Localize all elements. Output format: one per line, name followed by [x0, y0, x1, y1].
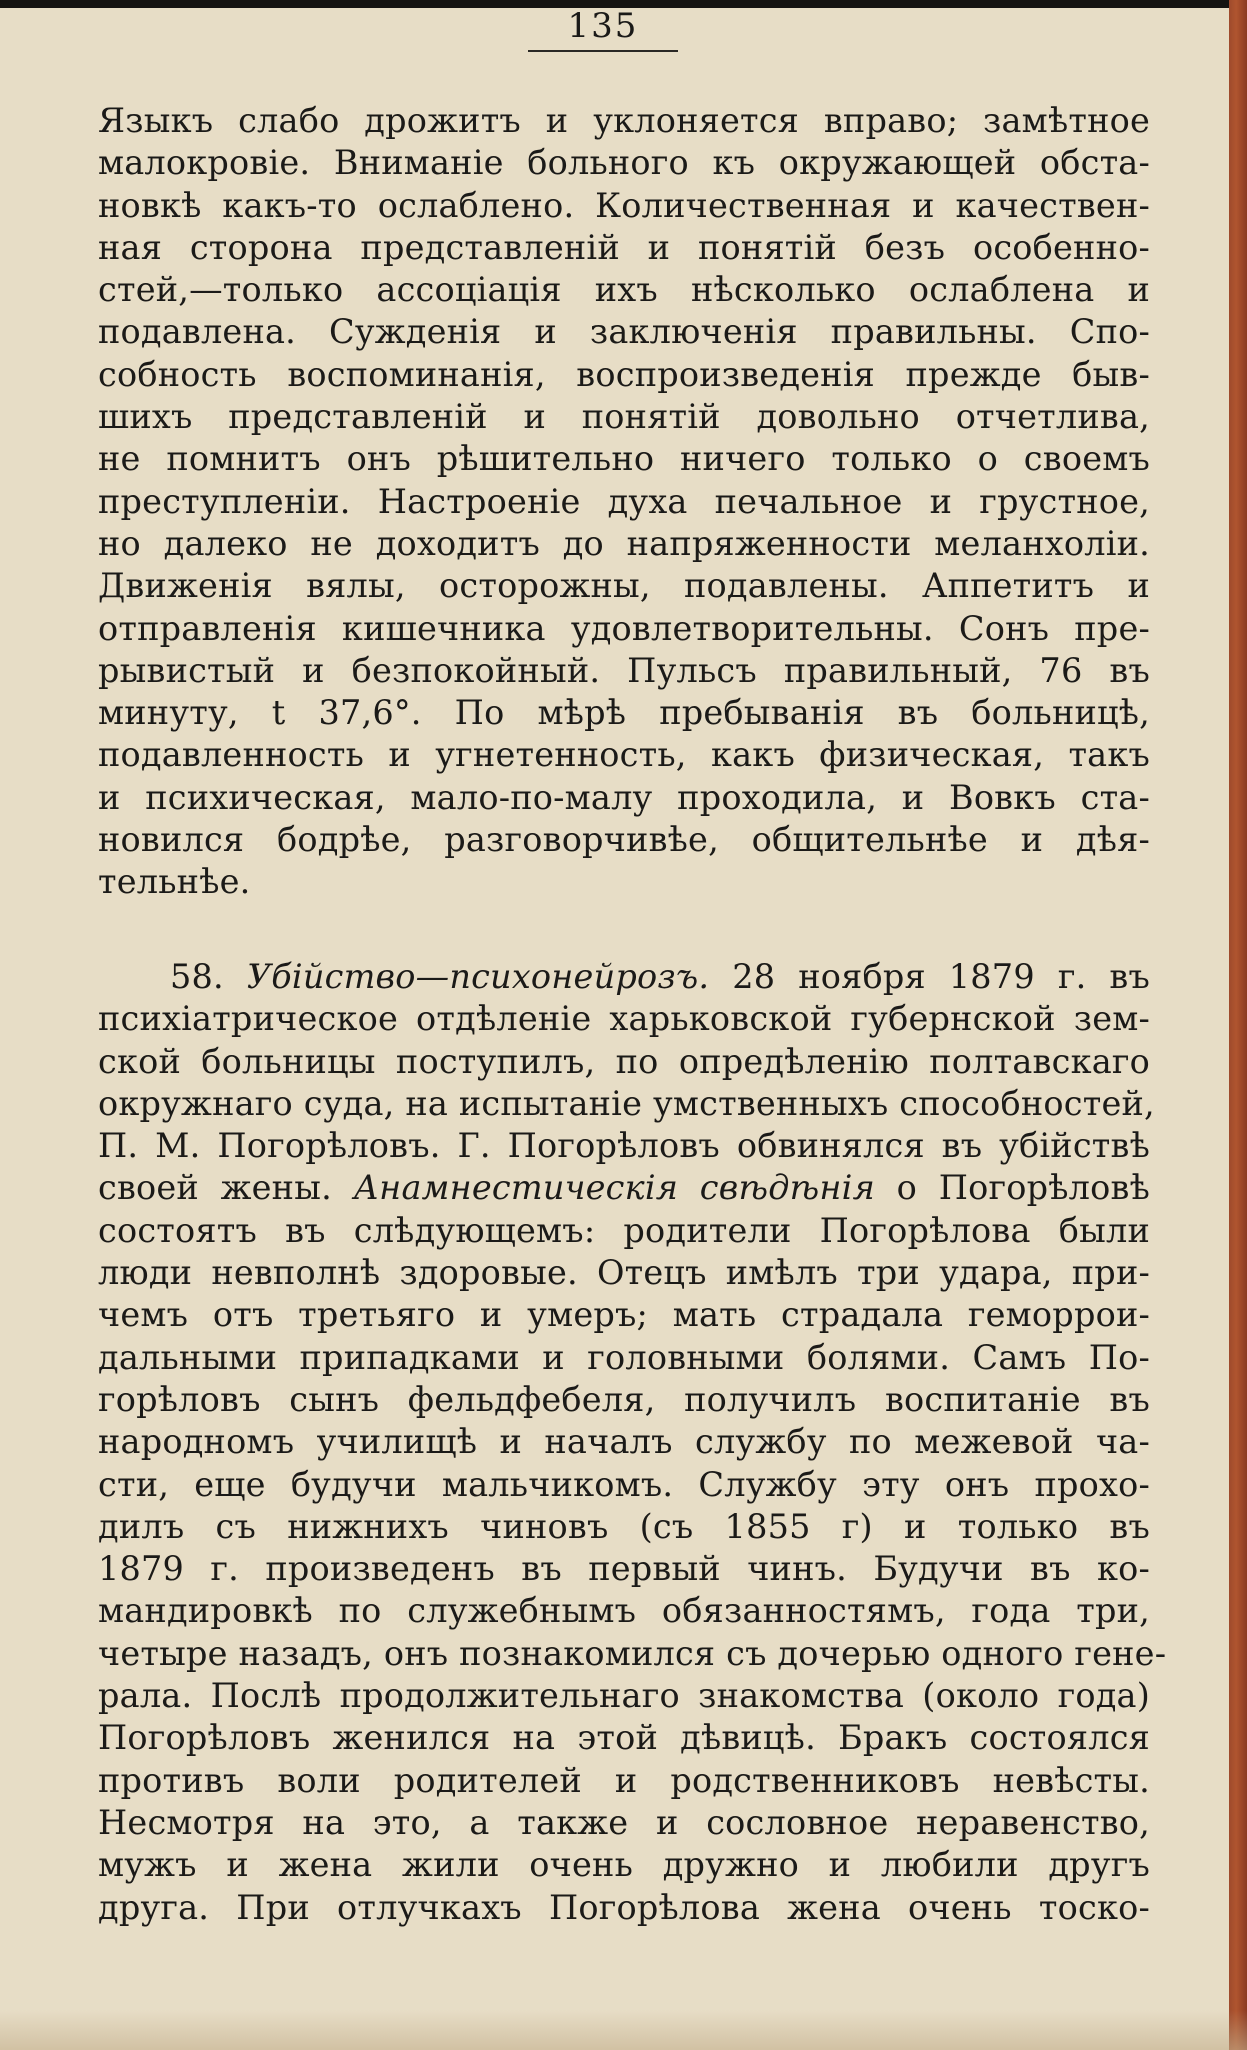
text-line: но далеко не доходитъ до напряженности меланхоліи.	[98, 523, 1150, 563]
anamnesis-line	[98, 1167, 1150, 1209]
text-fragment: своей жены.	[98, 1168, 332, 1208]
case-date: 28 ноября 1879 г. въ	[732, 957, 1150, 996]
text-line: отправленія кишечника удовлетворительны. Сонъ пре-	[98, 608, 1150, 648]
page-number-rule	[528, 50, 678, 52]
case-title: Убійство—психонейрозъ.	[246, 957, 710, 996]
text-line: подавленность и угнетенность, какъ физическая, такъ	[98, 735, 1150, 775]
text-line: противъ воли родителей и родственниковъ невѣсты.	[98, 1760, 1150, 1800]
text-line: рывистый и безпокойный. Пульсъ правильный, 76 въ	[98, 650, 1150, 690]
text-line: ской больницы поступилъ, по опредѣленію полтавскаго	[98, 1041, 1150, 1081]
text-line: 1879 г. произведенъ въ первый чинъ. Будучи въ ко-	[98, 1549, 1150, 1589]
text-line: новился бодрѣе, разговорчивѣе, общительнѣе и дѣя-	[98, 820, 1150, 860]
case-heading-line	[98, 956, 1150, 998]
text-line: горѣловъ сынъ фельдфебеля, получилъ воспитаніе въ	[98, 1379, 1150, 1419]
text-line: народномъ училищѣ и началъ службу по межевой ча-	[98, 1422, 1150, 1462]
book-edge	[1229, 0, 1247, 2050]
text-line: сти, еще будучи мальчикомъ. Службу эту онъ прохо-	[98, 1464, 1150, 1504]
text-line: Языкъ слабо дрожитъ и уклоняется вправо; замѣтное	[98, 101, 1150, 140]
paragraph-2-case-58	[98, 956, 1167, 1929]
text-line: Движенія вялы, осторожны, подавлены. Аппетитъ и	[98, 566, 1150, 606]
anamnesis-heading: Анамнестическія свѣдѣнія	[353, 1168, 875, 1208]
text-line: и психическая, мало-по-малу проходила, и Вовкъ ста-	[98, 777, 1150, 817]
text-line: Погорѣловъ женился на этой дѣвицѣ. Бракъ состоялся	[98, 1718, 1150, 1758]
text-line: люди невполнѣ здоровые. Отецъ имѣлъ три удара, при-	[98, 1253, 1150, 1293]
scan-bottom-shade	[0, 2010, 1247, 2050]
page-number: 135	[567, 6, 639, 46]
case-number: 58.	[170, 957, 224, 996]
text-line: мужъ и жена жили очень дружно и любили другъ	[98, 1845, 1150, 1885]
text-line: минуту, t 37,6°. По мѣрѣ пребыванія въ больницѣ,	[98, 693, 1150, 733]
text-line: дальными припадками и головными болями. Самъ По-	[98, 1337, 1150, 1377]
text-line: ная сторона представленій и понятій безъ особенно-	[98, 227, 1150, 267]
text-line: малокровіе. Вниманіе больного къ окружающей обста-	[98, 143, 1150, 183]
text-line: преступленіи. Настроеніе духа печальное и грустное,	[98, 481, 1150, 521]
text-line: собность воспоминанія, воспроизведенія прежде быв-	[98, 354, 1150, 394]
text-line: рала. Послѣ продолжительнаго знакомства (около года)	[98, 1676, 1150, 1716]
text-line: друга. При отлучкахъ Погорѣлова жена очень тоско-	[98, 1887, 1150, 1927]
text-line: тельнѣе.	[98, 862, 251, 902]
text-line: дилъ съ нижнихъ чиновъ (съ 1855 г) и только въ	[98, 1506, 1150, 1546]
text-line: четыре назадъ, онъ познакомился съ дочерью одного гене-	[98, 1633, 1167, 1673]
text-line: состоятъ въ слѣдующемъ: родители Погорѣлова были	[98, 1210, 1150, 1250]
text-line: новкѣ какъ-то ослаблено. Количественная и качествен-	[98, 185, 1150, 225]
text-line: не помнитъ онъ рѣшительно ничего только о своемъ	[98, 439, 1150, 479]
text-line: П. М. Погорѣловъ. Г. Погорѣловъ обвинялся въ убійствѣ	[98, 1126, 1150, 1166]
paragraph-1	[98, 100, 1150, 904]
text-line: подавлена. Сужденія и заключенія правильны. Спо-	[98, 312, 1150, 352]
text-line: мандировкѣ по служебнымъ обязанностямъ, года три,	[98, 1591, 1150, 1631]
text-line: Несмотря на это, а также и сословное неравенство,	[98, 1802, 1150, 1842]
text-fragment: о Погорѣловѣ	[896, 1168, 1150, 1208]
text-line: психіатрическое отдѣленіе харьковской губернской зем-	[98, 999, 1150, 1039]
text-line: шихъ представленій и понятій довольно отчетлива,	[98, 397, 1150, 437]
text-line: окружнаго суда, на испытаніе умственныхъ способностей,	[98, 1083, 1155, 1123]
text-line: стей,—только ассоціація ихъ нѣсколько ослаблена и	[98, 270, 1150, 310]
text-line: чемъ отъ третьяго и умеръ; мать страдала геморрои-	[98, 1295, 1150, 1335]
